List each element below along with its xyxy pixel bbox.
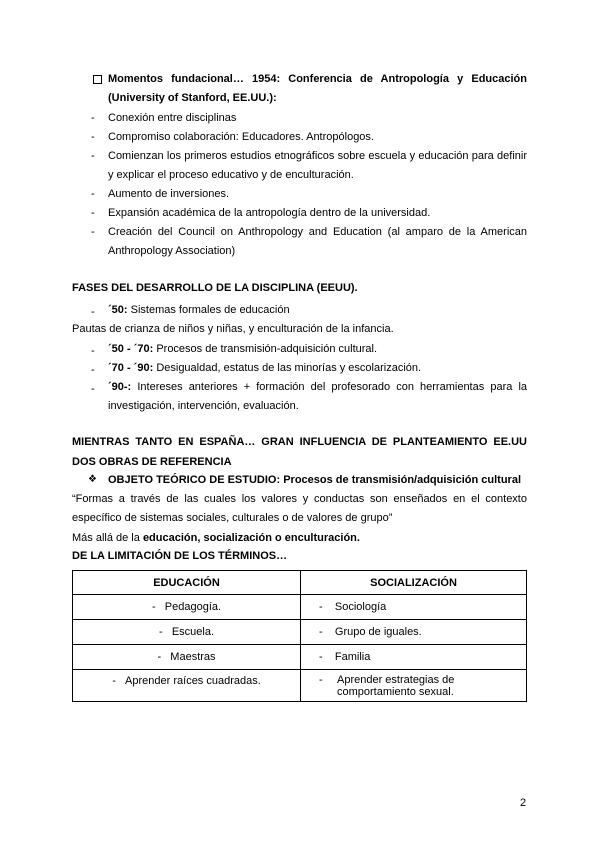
- dash-bullet: -: [319, 626, 323, 638]
- table-header-row: [73, 571, 527, 595]
- period-label: ´90-:: [108, 381, 132, 393]
- section1-heading: Momentos fundacional… 1954: Conferencia de Antropología y Educación (University of Stanford, EE.UU.):: [108, 73, 527, 104]
- dash-bullet: -: [91, 383, 95, 395]
- dash-bullet: -: [91, 150, 95, 162]
- period-text: Procesos de transmisión-adquisición cultural.: [156, 343, 378, 355]
- mas-alla-line: [72, 532, 360, 544]
- dash-bullet: -: [91, 207, 95, 219]
- table-cell: [73, 645, 301, 670]
- list-item: [108, 378, 527, 416]
- table-row: [73, 670, 527, 702]
- cell-text: Familia: [334, 651, 371, 663]
- dash-bullet: -: [112, 675, 116, 687]
- table-cell: [301, 620, 527, 645]
- section2-heading: FASES DEL DESARROLLO DE LA DISCIPLINA (EEUU).: [72, 282, 358, 294]
- dash-bullet: -: [151, 601, 156, 613]
- table-row: [73, 620, 527, 645]
- table-cell: [73, 595, 301, 620]
- list-item: [108, 343, 377, 355]
- period-label: ´50 - ´70:: [108, 343, 154, 355]
- dash-bullet: -: [319, 674, 323, 686]
- section3-heading: MIENTRAS TANTO EN ESPAÑA… GRAN INFLUENCIA DE PLANTEAMIENTO EE.UU: [72, 436, 527, 448]
- limitacion-heading: DE LA LIMITACIÓN DE LOS TÉRMINOS…: [72, 550, 288, 562]
- list-item: Compromiso colaboración: Educadores. Antropólogos.: [108, 131, 374, 143]
- cell-text: Sociología: [334, 601, 387, 613]
- quote-text: “Formas a través de las cuales los valores y conductas son enseñados en el contexto específico de sistemas sociales, culturales o de valores de grupo”: [72, 493, 527, 524]
- cell-text: Aprender estrategias de comportamiento sexual.: [337, 674, 455, 698]
- list-item: Comienzan los primeros estudios etnográficos sobre escuela y educación para definir y explicar el proceso educativo y de enculturación.: [108, 150, 527, 181]
- period-text: Intereses anteriores + formación del profesorado con herramientas para la investigación, intervención, evaluación.: [108, 381, 528, 412]
- cell-text: Aprender raíces cuadradas.: [125, 675, 261, 687]
- dash-bullet: -: [157, 651, 162, 663]
- mas-alla-prefix: Más allá de la: [72, 532, 140, 544]
- objeto-line: [108, 474, 521, 486]
- table-cell: [73, 670, 301, 702]
- list-item: [108, 362, 421, 374]
- dash-bullet: -: [319, 651, 323, 663]
- cell-text: Escuela.: [171, 626, 215, 638]
- cell-text: Grupo de iguales.: [334, 626, 422, 638]
- diamond-bullet-icon: ❖: [88, 474, 97, 485]
- list-item: Conexión entre disciplinas: [108, 112, 237, 124]
- dash-bullet: -: [91, 188, 95, 200]
- table-cell: [73, 620, 301, 645]
- period-label: ´50:: [108, 304, 128, 316]
- dash-bullet: -: [91, 345, 95, 357]
- dash-bullet: -: [91, 226, 95, 238]
- terms-table: [72, 570, 527, 702]
- table-row: [73, 595, 527, 620]
- objeto-label: OBJETO TEÓRICO DE ESTUDIO:: [108, 474, 281, 486]
- period-label: ´70 - ´90:: [108, 362, 154, 374]
- table-cell: [301, 645, 527, 670]
- dash-bullet: -: [91, 131, 95, 143]
- page-number: 2: [520, 797, 527, 809]
- column-header: SOCIALIZACIÓN: [301, 571, 527, 595]
- objeto-text: Procesos de transmisión/adquisición cultural: [283, 474, 522, 486]
- checkbox-icon: [93, 75, 102, 84]
- table-cell: [301, 670, 527, 702]
- dash-bullet: -: [91, 112, 95, 124]
- dash-bullet: -: [319, 601, 323, 613]
- table-cell: [301, 595, 527, 620]
- cell-text: Pedagogía.: [164, 601, 222, 613]
- list-item: Creación del Council on Anthropology and Education (al amparo de la American Anthropology Association): [108, 226, 527, 257]
- table-row: [73, 645, 527, 670]
- list-item: [108, 304, 290, 316]
- dash-bullet: -: [158, 626, 163, 638]
- dash-bullet: -: [91, 306, 95, 318]
- pautas-text: Pautas de crianza de niños y niñas, y enculturación de la infancia.: [72, 323, 394, 335]
- period-text: Desigualdad, estatus de las minorías y escolarización.: [156, 362, 422, 374]
- period-text: Sistemas formales de educación: [130, 304, 290, 316]
- cell-text: Maestras: [170, 651, 216, 663]
- column-header: EDUCACIÓN: [73, 571, 301, 595]
- mas-alla-bold: educación, socialización o enculturación.: [142, 532, 360, 544]
- dash-bullet: -: [91, 364, 95, 376]
- section3-subheading: DOS OBRAS DE REFERENCIA: [72, 456, 232, 468]
- list-item: Expansión académica de la antropología dentro de la universidad.: [108, 207, 431, 219]
- list-item: Aumento de inversiones.: [108, 188, 230, 200]
